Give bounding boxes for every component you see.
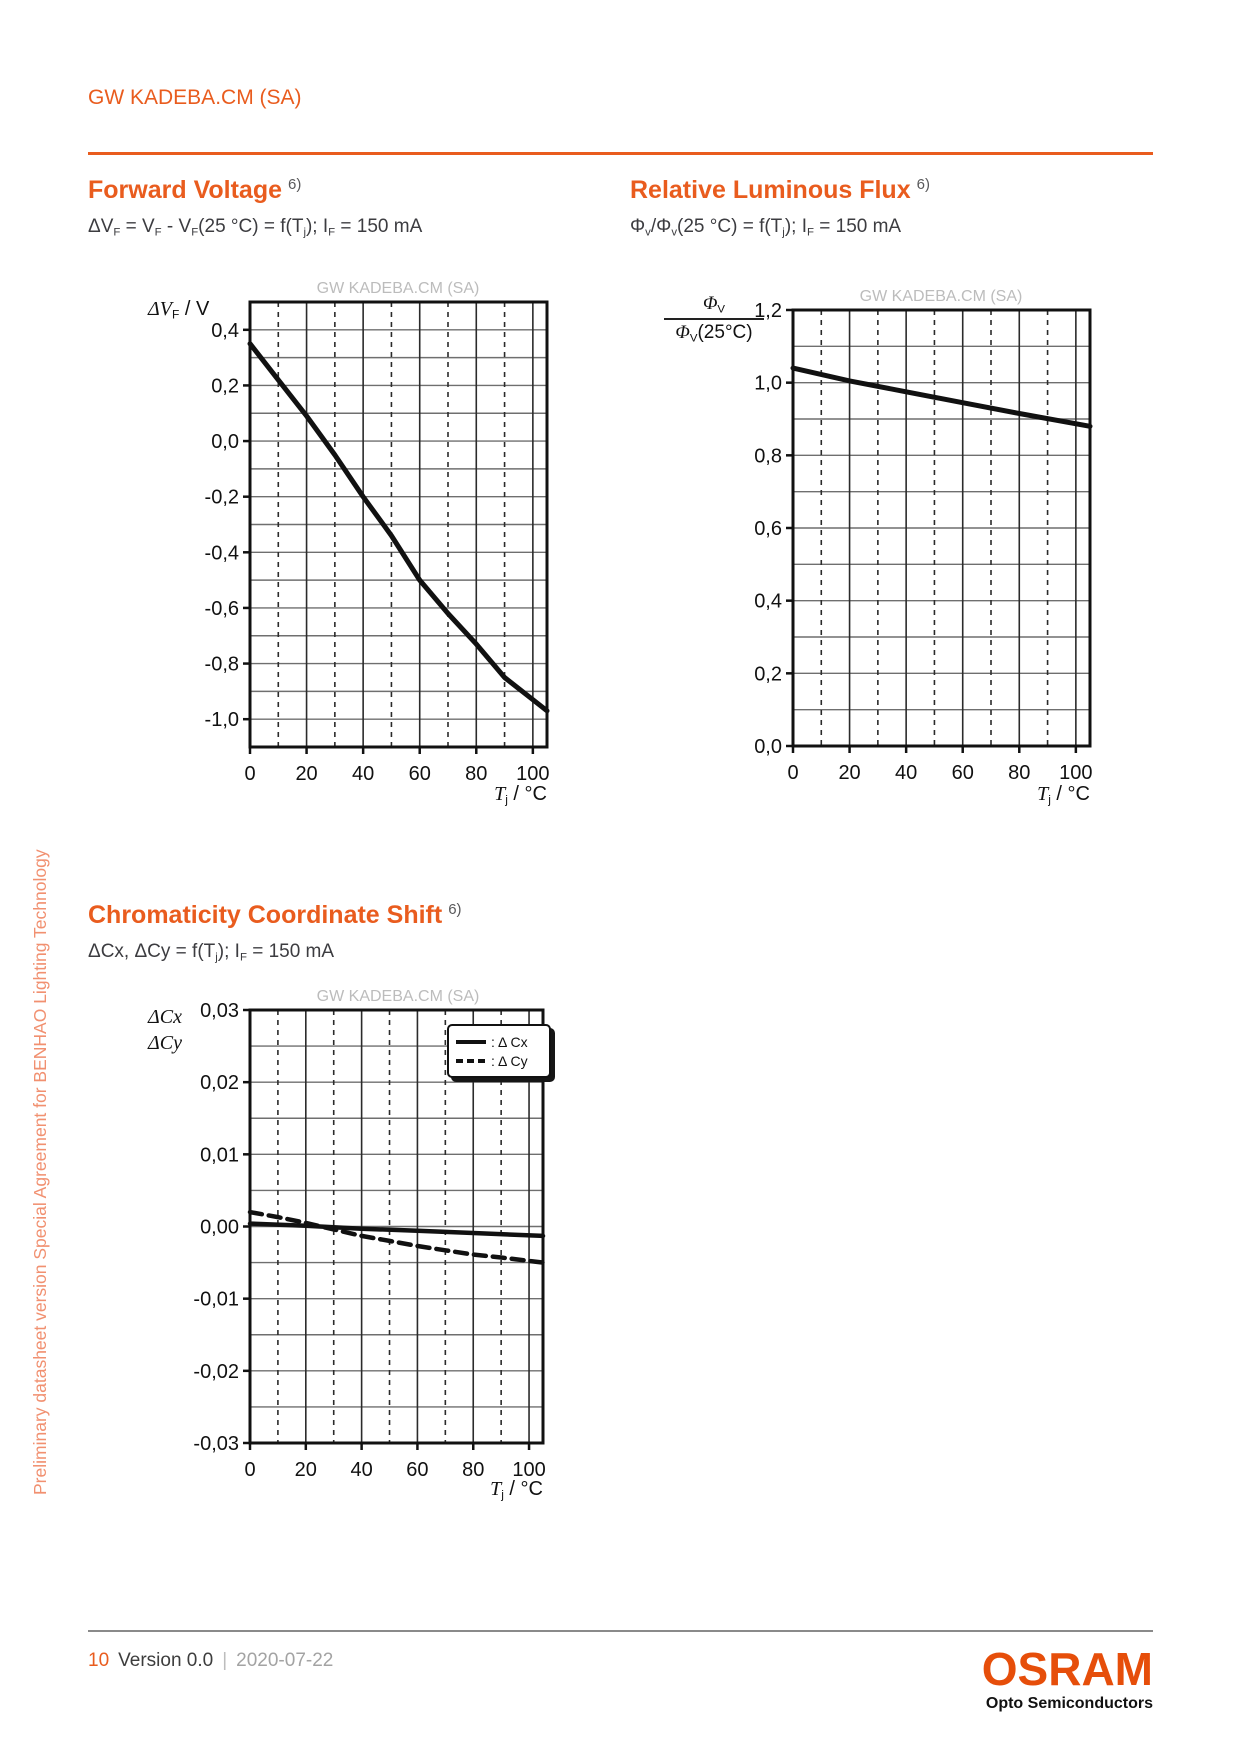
- footnote-marker: 6): [916, 176, 930, 193]
- svg-text:-0,8: -0,8: [204, 653, 239, 676]
- footnote-marker: 6): [288, 176, 302, 193]
- footer-rule: [88, 1630, 1153, 1632]
- svg-text:100: 100: [1059, 762, 1093, 784]
- y-axis-label-line2: ΔCy: [148, 1032, 182, 1054]
- svg-text:0,02: 0,02: [200, 1072, 239, 1095]
- svg-text:40: 40: [352, 763, 375, 785]
- svg-text:20: 20: [838, 762, 861, 784]
- svg-text:-0,2: -0,2: [204, 486, 239, 509]
- svg-text:0,0: 0,0: [754, 736, 782, 758]
- svg-text:0,6: 0,6: [754, 518, 782, 540]
- osram-wordmark: OSRAM: [981, 1643, 1153, 1695]
- svg-text:1,2: 1,2: [754, 302, 782, 322]
- svg-text:60: 60: [408, 763, 431, 785]
- solid-line-sample: [456, 1040, 486, 1044]
- section-subtitle-forward-voltage: $\Delta V_F = V_F - V_F(25$ $^\circ C) = f(T_j)$; $I_F = 150$ mA: [88, 216, 423, 239]
- footer-date: 2020-07-22: [236, 1650, 334, 1671]
- y-axis-label-forward-voltage: $\Delta V_F$ / V: [148, 298, 210, 322]
- svg-text:80: 80: [462, 1459, 485, 1481]
- legend-item-cx: : Δ Cx: [456, 1032, 542, 1051]
- svg-text:100: 100: [516, 763, 550, 785]
- forward-voltage-chart: [150, 294, 561, 825]
- version-label: Version 0.0: [118, 1650, 214, 1671]
- watermark: GW KADEBA.CM (SA): [859, 288, 1023, 305]
- section-heading-chromaticity-shift: Chromaticity Coordinate Shift $^{6)}$: [88, 901, 462, 929]
- section-subtitle-chromaticity-shift: ΔCx, $\Delta Cy = f(T_j)$; $I_F = 150$ mA: [88, 941, 335, 964]
- svg-text:0,01: 0,01: [200, 1144, 239, 1167]
- svg-text:0,4: 0,4: [211, 319, 239, 342]
- svg-text:20: 20: [295, 763, 318, 785]
- svg-text:0,0: 0,0: [211, 431, 239, 454]
- svg-text:20: 20: [294, 1459, 317, 1481]
- svg-text:40: 40: [350, 1459, 373, 1481]
- footer: [88, 1650, 333, 1672]
- sidebar-note: Preliminary datasheet version Special Agreement for BENHAO Lighting Technology: [30, 849, 50, 1495]
- svg-text:0,4: 0,4: [754, 590, 782, 613]
- svg-text:0,2: 0,2: [754, 663, 782, 686]
- dashed-line-sample: [456, 1059, 486, 1063]
- svg-text:0,03: 0,03: [200, 1002, 239, 1022]
- footer-separator: |: [222, 1650, 228, 1671]
- svg-text:0,2: 0,2: [211, 375, 239, 398]
- fraction-numerator: $\Phi_V$: [664, 292, 764, 320]
- y-axis-label-line1: ΔCx: [148, 1006, 182, 1028]
- page-number: 10: [88, 1650, 110, 1671]
- svg-text:-0,02: -0,02: [193, 1360, 239, 1383]
- svg-text:0: 0: [244, 763, 256, 785]
- osram-logo: [981, 1643, 1153, 1713]
- chart-legend: [447, 1024, 551, 1078]
- watermark: GW KADEBA.CM (SA): [316, 280, 480, 297]
- relative-luminous-flux-chart: [698, 302, 1104, 824]
- x-axis-label-forward-voltage: $T_j / ^\circ C$: [494, 783, 547, 807]
- svg-text:0,8: 0,8: [754, 445, 782, 468]
- svg-text:-1,0: -1,0: [204, 709, 239, 732]
- svg-text:80: 80: [465, 763, 488, 785]
- section-heading-forward-voltage: Forward Voltage $^{6)}$: [88, 176, 302, 204]
- osram-subbrand: Opto Semiconductors: [985, 1695, 1153, 1712]
- svg-text:0: 0: [244, 1459, 256, 1481]
- svg-text:60: 60: [951, 762, 974, 784]
- section-subtitle-relative-luminous-flux: $\Phi_v/\Phi_v(25$ $^\circ C) = f(T_j)$; $I_F = 150$ mA: [630, 216, 902, 239]
- product-title: GW KADEBA.CM (SA): [88, 86, 302, 109]
- legend-item-cy: : Δ Cy: [456, 1051, 542, 1070]
- svg-text:-0,4: -0,4: [204, 542, 239, 565]
- svg-text:100: 100: [512, 1459, 546, 1481]
- watermark: GW KADEBA.CM (SA): [316, 988, 480, 1005]
- svg-text:0: 0: [787, 762, 799, 784]
- svg-text:0,00: 0,00: [200, 1216, 239, 1239]
- svg-text:40: 40: [895, 762, 918, 784]
- svg-text:-0,01: -0,01: [193, 1288, 239, 1311]
- svg-text:80: 80: [1008, 762, 1031, 784]
- svg-text:1,0: 1,0: [754, 372, 782, 395]
- header-rule: [88, 152, 1153, 155]
- svg-text:-0,6: -0,6: [204, 597, 239, 620]
- section-heading-relative-luminous-flux: Relative Luminous Flux $^{6)}$: [630, 176, 930, 204]
- fraction-denominator: $\Phi_V(25^\circ C)$: [675, 321, 753, 345]
- svg-text:-0,03: -0,03: [193, 1433, 239, 1455]
- footnote-marker: 6): [448, 901, 462, 918]
- x-axis-label-chromaticity-shift: $T_j / ^\circ C$: [490, 1478, 543, 1502]
- svg-text:60: 60: [406, 1459, 429, 1481]
- x-axis-label-relative-luminous-flux: $T_j / ^\circ C$: [1037, 783, 1090, 807]
- chromaticity-shift-chart: [150, 1002, 557, 1523]
